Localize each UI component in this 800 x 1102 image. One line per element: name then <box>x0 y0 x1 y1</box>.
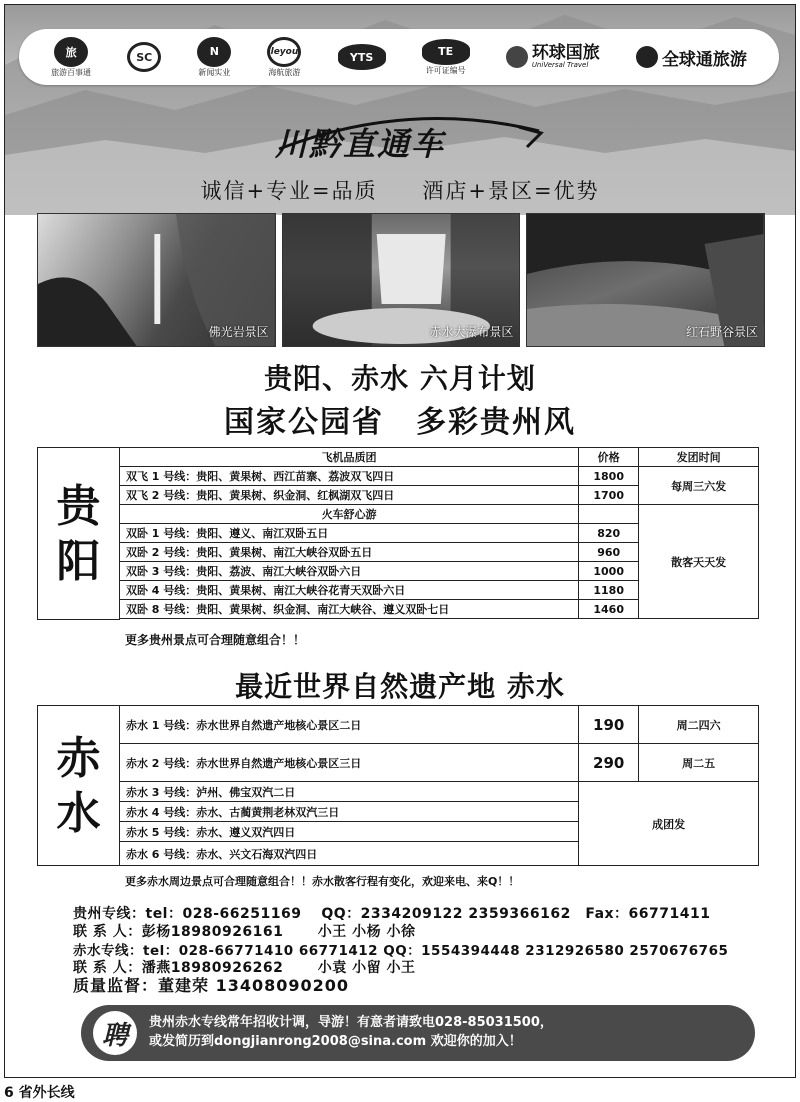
logo-global-name: 全球通旅游 <box>661 49 747 70</box>
logo-universal-sub: UniVersal Travel <box>531 61 589 69</box>
logo-yts <box>338 44 386 70</box>
route-name: 双飞 2 号线：贵阳、黄果树、织金洞、红枫湖双飞四日 <box>119 486 578 505</box>
route-price: 1180 <box>579 581 639 600</box>
headline-chishui: 最近世界自然遗产地 赤水 <box>235 670 565 703</box>
departure-time: 周二四六 <box>639 706 759 744</box>
table-row <box>38 706 759 744</box>
route-price: 1800 <box>579 467 639 486</box>
departure-time: 成团发 <box>579 782 759 866</box>
ad-page <box>4 4 796 1078</box>
guiyang-side-label <box>38 448 120 620</box>
route-name: 赤水 2 号线：赤水世界自然遗产地核心景区三日 <box>119 744 578 782</box>
chishui-note: 更多赤水周边景点可合理随意组合！！赤水散客行程有变化，欢迎来电、来Q！！ <box>125 875 520 888</box>
side-char: 贵 <box>56 480 101 532</box>
section-header-flight: 飞机品质团 <box>119 448 578 467</box>
route-name: 双卧 1 号线：贵阳、遵义、南江双卧五日 <box>119 524 578 543</box>
recruit-badge-icon: 聘 <box>93 1011 137 1055</box>
route-name: 双卧 2 号线：贵阳、黄果树、南江大峡谷双卧五日 <box>119 543 578 562</box>
headline-june-plan: 贵阳、赤水 六月计划 <box>264 362 536 395</box>
logo-icon: leyou <box>267 37 301 67</box>
contact-guizhou: 贵州专线：tel：028-66251169 QQ：2334209122 2359366162 Fax：66771411 <box>73 906 711 922</box>
logo-sc <box>127 42 161 72</box>
departure-time: 周二五 <box>639 744 759 782</box>
contact-chishui: 赤水专线：tel：028-66771410 66771412 QQ：1554394448 2312926580 2570676765 <box>73 943 729 959</box>
photo-chishui-waterfall <box>282 213 521 347</box>
route-price: 960 <box>579 543 639 562</box>
photo-caption: 红石野谷景区 <box>686 325 759 339</box>
guiyang-route-table <box>37 447 759 620</box>
logo-label: 新闻实业 <box>198 67 231 77</box>
column-header-departure: 发团时间 <box>639 448 759 467</box>
logo-label: 旅游百事通 <box>51 67 92 77</box>
logo-icon: N <box>197 37 231 67</box>
logo-baishitong <box>51 37 91 78</box>
logo-label: 许可证编号 <box>425 65 466 75</box>
guiyang-note: 更多贵州景点可合理随意组合！！ <box>125 633 306 647</box>
logo-universal-name: 环球国旅 <box>531 43 600 63</box>
section-header-train: 火车舒心游 <box>119 505 578 524</box>
table-row <box>38 782 759 802</box>
side-char: 赤 <box>56 732 101 784</box>
table-row <box>38 467 759 486</box>
contact-chishui-people: 联 系 人：潘燕18980926262 小袁 小留 小王 <box>73 960 416 976</box>
route-price: 820 <box>579 524 639 543</box>
route-name: 双卧 3 号线：贵阳、荔波、南江大峡谷双卧六日 <box>119 562 578 581</box>
logo-icon: TE <box>422 39 470 65</box>
departure-time: 散客天天发 <box>639 505 759 619</box>
route-name: 赤水 6 号线：赤水、兴文石海双汽四日 <box>119 842 578 866</box>
route-name: 赤水 1 号线：赤水世界自然遗产地核心景区二日 <box>119 706 578 744</box>
recruitment-banner <box>81 1005 755 1061</box>
logo-icon: 旅 <box>54 37 88 67</box>
logo-global-travel <box>636 45 747 70</box>
route-name: 双卧 8 号线：贵阳、黄果树、织金洞、南江大峡谷、遵义双卧七日 <box>119 600 578 619</box>
route-name: 赤水 3 号线：泸州、佛宝双汽二日 <box>119 782 578 802</box>
recruit-line: 或发简历到dongjianrong2008@sina.com 欢迎你的加入！ <box>149 1034 522 1049</box>
route-name: 双卧 4 号线：贵阳、黄果树、南江大峡谷花青天双卧六日 <box>119 581 578 600</box>
route-price: 1000 <box>579 562 639 581</box>
route-price: 290 <box>579 744 639 782</box>
headline-national-park: 国家公园省 多彩贵州风 <box>224 405 576 440</box>
recruit-text <box>149 1014 553 1052</box>
chishui-route-table <box>37 705 759 866</box>
logo-te <box>422 39 470 76</box>
departure-time: 每周三六发 <box>639 467 759 505</box>
slogan-left: 诚信+专业=品质 <box>200 179 378 203</box>
logo-label: 海航旅游 <box>268 67 301 77</box>
recruit-line: 贵州赤水专线常年招收计调，导游！有意者请致电028-85031500， <box>149 1015 553 1031</box>
photo-hongshi-valley <box>526 213 765 347</box>
column-header-price: 价格 <box>579 448 639 467</box>
route-name: 赤水 4 号线：赤水、古蔺黄荆老林双汽三日 <box>119 802 578 822</box>
logo-icon: YTS <box>338 44 386 70</box>
slogan <box>5 175 795 205</box>
swirl-icon <box>636 46 658 68</box>
photo-caption: 赤水大瀑布景区 <box>429 325 514 339</box>
side-char: 水 <box>56 787 101 839</box>
logo-xinwen <box>197 37 231 78</box>
logo-leyou <box>267 37 301 78</box>
brand-name: 川黔直通车 <box>275 125 446 163</box>
photo-foguangyan <box>37 213 276 347</box>
table-row <box>38 744 759 782</box>
route-price: 190 <box>579 706 639 744</box>
scenic-photo-row <box>37 213 765 345</box>
logo-universal-travel <box>506 45 600 69</box>
brand-logo <box>269 109 549 161</box>
slogan-right: 酒店+景区=优势 <box>422 179 600 203</box>
route-name: 双飞 1 号线：贵阳、黄果树、西江苗寨、荔波双飞四日 <box>119 467 578 486</box>
contact-guizhou-people: 联 系 人：彭杨18980926161 小王 小杨 小徐 <box>73 924 416 940</box>
side-char: 阳 <box>56 535 101 587</box>
chishui-side-label <box>38 706 120 866</box>
page-footer: 6 省外长线 <box>4 1085 75 1101</box>
partner-logo-bar <box>19 29 779 85</box>
quality-supervisor: 质量监督：董建荣 13408090200 <box>73 976 350 995</box>
route-name: 赤水 5 号线：赤水、遵义双汽四日 <box>119 822 578 842</box>
route-price: 1700 <box>579 486 639 505</box>
route-price: 1460 <box>579 600 639 619</box>
swirl-icon <box>506 46 528 68</box>
photo-caption: 佛光岩景区 <box>208 325 269 339</box>
logo-icon: SC <box>127 42 161 72</box>
